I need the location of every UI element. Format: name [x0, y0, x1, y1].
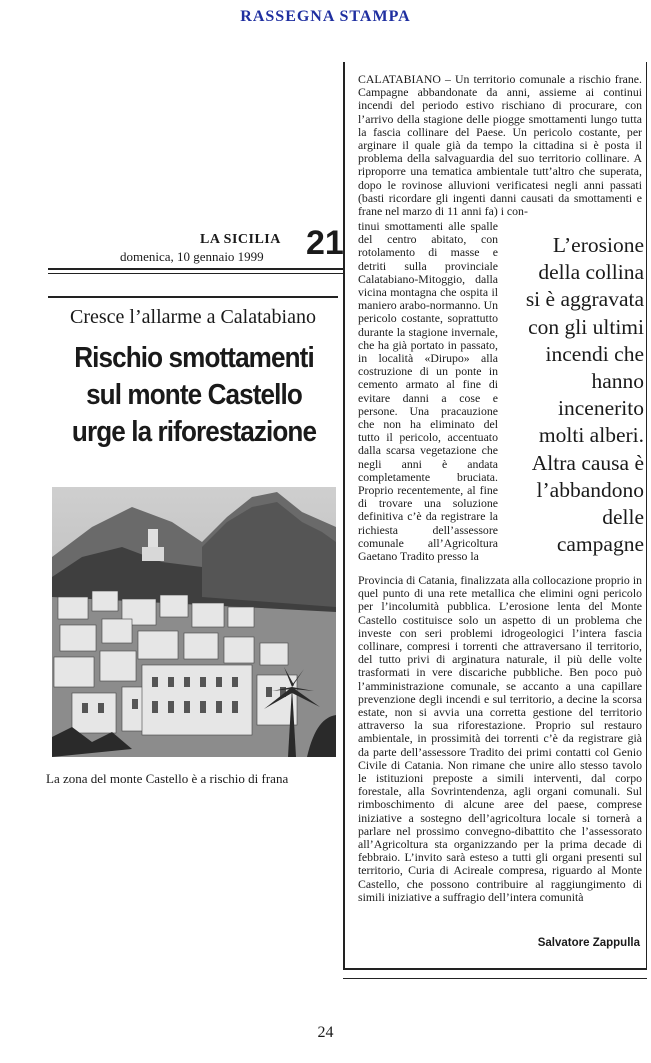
article-body-top — [358, 73, 642, 218]
body-paragraph: CALATABIANO – Un territorio comunale a rischio frane. Campagne abbandonate da anni, assieme ai continui incendi del periodo estivo rischiano di procurare, con l’arrivo della stagione delle piogge smottamenti lungo tutta la fascia collinare del Paese. Un pericolo costante, per arginare il quale già da tempo la cittadina si è posta il problema della salvaguardia del suo territorio collinare. A riproporre una tematica ambientale tutt’altro che superata, dopo le rovinose alluvioni verificatesi negli anni passati (basti ricordare gli ingenti danni causati da smottamenti e frane nel marzo di 11 anni fa) i con- — [358, 72, 642, 219]
body-paragraph: Provincia di Catania, finalizzata alla collocazione proprio in quel punto di una rete metallica che elimini ogni pericolo per l’incolumità pubblica. L’erosione lenta del Monte Castello costituisce solo un aspetto di un problema che investe con seri problemi idrogeologici l’intera fascia collinare, compresi i torrenti che attraversano il territorio, del tutto privi di arginatura naturale, il più delle volte trasformati in vere discariche pubbliche. Ben poco può l’amministrazione comunale, se accanto a una capillare prevenzione degli incendi e sul territorio, a decine la scorsa estate, non si avvia una corretta gestione del territorio attraverso la sua riforestazione. Proprio sul restauro ambientale, in prossimità dei torrenti c’è da registrare già da parte dell’assessore Tradito dei primi contatti col Genio Civile di Catania. Non rimane che unire allo stesso tavolo le istituzioni preposte a simili interventi, dal corpo forestale, alla Sovrintendenza, agli organi comunali. Sul rimboschimento di alcune aree del paese, comprese iniziative a sostegno dell’agricoltura locale si tornerà a parlare nel prossimo convegno-dibattito che l’assessorato all’Agricoltura sta organizzando per la prima decade di febbraio. L’invito sarà esteso a tutti gli organi presenti sul territorio, Curia di Acireale compresa, riguardo al Monte Castello, che possono contribuire al raggiungimento di simili iniziative a suffragio dell’intera comunità — [358, 573, 642, 904]
article-body-narrow — [358, 220, 498, 563]
headline-line: sul monte Castello — [86, 379, 302, 411]
headline-line: urge la riforestazione — [71, 416, 317, 448]
article-headline — [63, 340, 326, 451]
column-divider — [343, 62, 345, 970]
pull-quote-line: con gli ultimi — [528, 314, 644, 339]
masthead-rule-thin — [48, 273, 343, 274]
pull-quote-line: incendi che — [545, 341, 644, 366]
right-border — [646, 62, 647, 970]
pull-quote-line: Altra causa è — [531, 450, 644, 475]
pull-quote-line: incenerito — [558, 396, 644, 421]
article-body-bottom — [358, 574, 642, 904]
pull-quote-line: hanno — [591, 369, 644, 394]
masthead-rule — [48, 268, 343, 270]
newspaper-page-number: 21 — [306, 224, 344, 262]
pull-quote — [498, 232, 644, 558]
page-number: 24 — [317, 1024, 334, 1041]
pull-quote-line: molti alberi. — [538, 423, 644, 448]
article-byline: Salvatore Zappulla — [537, 937, 640, 949]
bottom-rule — [343, 978, 647, 979]
article-kicker: Cresce l’allarme a Calatabiano — [70, 306, 316, 328]
town-photo — [52, 487, 336, 757]
body-paragraph: tinui smottamenti alle spalle del centro abitato, con rotolamento di masse e detriti sulla provinciale Calatabiano-Mitoggio, dalla vicina montagna che ospita il maniero arabo-normanno. Un pericolo costante, soprattutto durante la stagione invernale, che ha già portato in passato, in località «Dirupo» alla costruzione di un ponte in cemento armato al fine di evitare danni a cose e persone. Una pracauzione che non ha eliminato del tutto il pericolo, accentuato dalla scarsa vegetazione che negli anni è andata completamente bruciata. Proprio recentemente, al fine di trovare una soluzione definitiva c’è da registrare la richiesta dell’assessore comunale all’Agricoltura Gaetano Tradito presso la — [358, 219, 498, 564]
photo-caption: La zona del monte Castello è a rischio di frana — [46, 771, 289, 786]
headline-top-rule — [48, 296, 338, 298]
headline-line: Rischio smottamenti — [74, 342, 314, 374]
page-header-title: RASSEGNA STAMPA — [240, 8, 411, 25]
newspaper-date: domenica, 10 gennaio 1999 — [120, 249, 264, 264]
article-bottom-rule — [343, 968, 647, 970]
pull-quote-line: l’abbandono — [536, 477, 644, 502]
pull-quote-line: delle — [602, 505, 644, 530]
newspaper-name: LA SICILIA — [200, 232, 281, 247]
pull-quote-line: della collina — [538, 260, 644, 285]
pull-quote-line: campagne — [556, 532, 644, 557]
pull-quote-line: si è aggravata — [525, 287, 644, 312]
pull-quote-line: L’erosione — [552, 233, 644, 257]
